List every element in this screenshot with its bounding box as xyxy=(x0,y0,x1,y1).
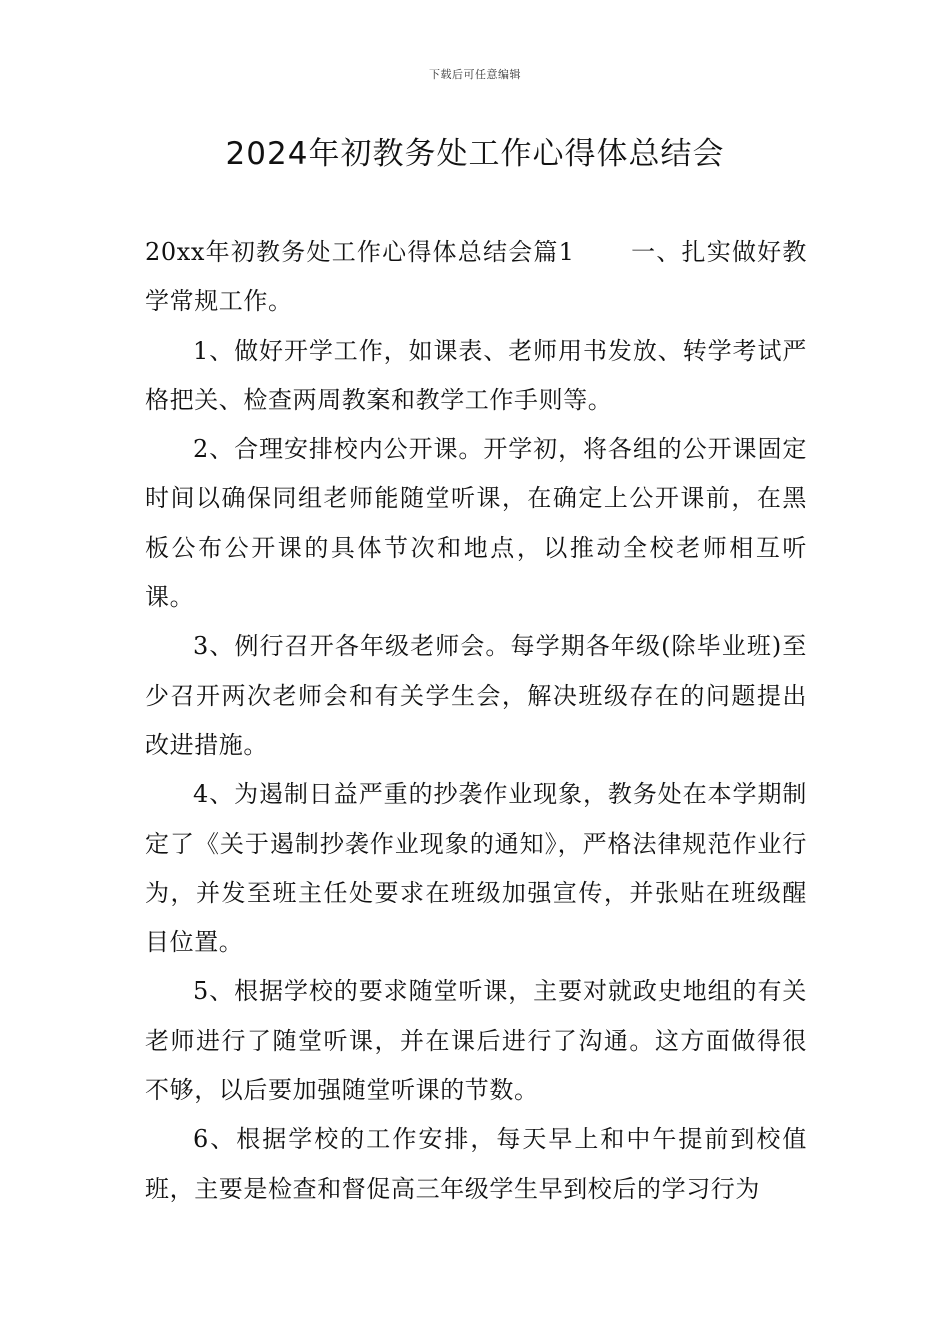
header-note: 下载后可任意编辑 xyxy=(429,68,521,81)
paragraph-5: 5、根据学校的要求随堂听课，主要对就政史地组的有关老师进行了随堂听课，并在课后进行了沟通。这方面做得很不够，以后要加强随堂听课的节数。 xyxy=(145,977,807,1105)
document-title: 2024年初教务处工作心得体总结会 xyxy=(225,136,725,172)
intro-lead: 20xx年初教务处工作心得体总结会篇1 xyxy=(145,238,575,266)
paragraph-1: 1、做好开学工作，如课表、老师用书发放、转学考试严格把关、检查两周教案和教学工作手则等。 xyxy=(145,336,807,414)
paragraph-3: 3、例行召开各年级老师会。每学期各年级(除毕业班)至少召开两次老师会和有关学生会，解决班级存在的问题提出改进措施。 xyxy=(145,632,807,759)
paragraph-4: 4、为遏制日益严重的抄袭作业现象，教务处在本学期制定了《关于遏制抄袭作业现象的通知》，严格法律规范作业行为，并发至班主任处要求在班级加强宣传，并张贴在班级醒目位置。 xyxy=(145,780,807,957)
intro-section-heading: 一、扎实做好教学常规工作。 xyxy=(145,238,808,316)
document-body xyxy=(145,228,807,1214)
paragraph-6: 6、根据学校的工作安排，每天早上和中午提前到校值班，主要是检查和督促高三年级学生早到校后的学习行为 xyxy=(145,1125,807,1203)
paragraph-2: 2、合理安排校内公开课。开学初，将各组的公开课固定时间以确保同组老师能随堂听课，在确定上公开课前，在黑板公布公开课的具体节次和地点，以推动全校老师相互听课。 xyxy=(145,435,807,612)
intro-paragraph xyxy=(145,228,807,327)
